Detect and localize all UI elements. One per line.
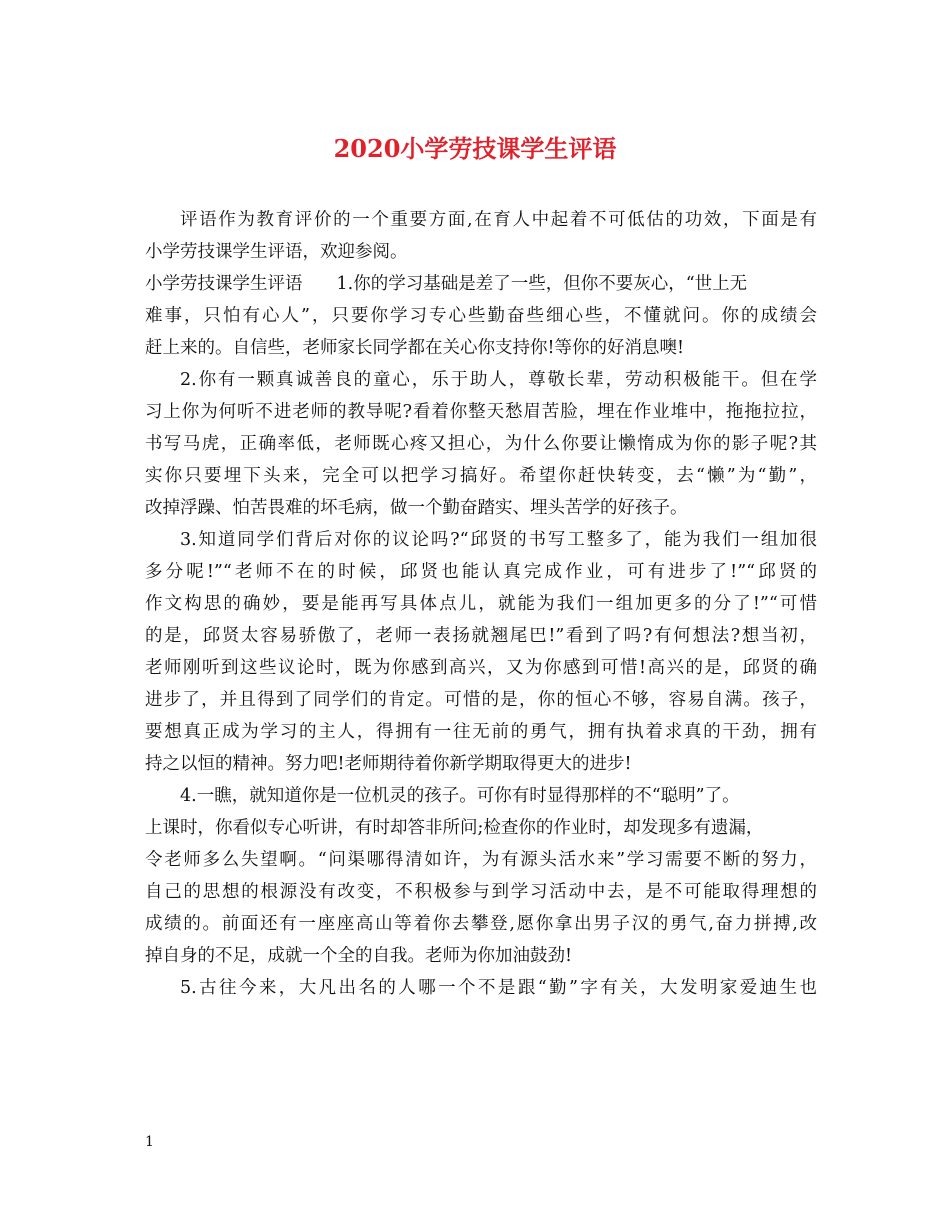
text-line: 习上你为何听不进老师的教导呢?看着你整天愁眉苦脸，埋在作业堆中，拖拖拉拉， [145, 402, 817, 422]
text-line: 自己的思想的根源没有改变，不积极参与到学习活动中去，是不可能取得理想的 [145, 882, 817, 902]
text-line: 的是，邱贤太容易骄傲了，老师一表扬就翘尾巴!”看到了吗?有何想法?想当初， [145, 626, 817, 646]
text-line: 3.知道同学们背后对你的议论吗?“邱贤的书写工整多了，能为我们一组加很 [180, 530, 817, 550]
document-title: 2020小学劳技课学生评语 [333, 134, 617, 163]
document-body [145, 204, 817, 1004]
text-line: 上课时，你看似专心听讲，有时却答非所问;检查你的作业时，却发现多有遗漏， [145, 818, 764, 838]
text-segment: 1.你的学习基础是差了一些，但你不要灰心，“世上无 [336, 274, 748, 294]
text-line: 成绩的。前面还有一座座高山等着你去攀登,愿你拿出男子汉的勇气,奋力拼搏,改 [145, 914, 817, 934]
text-line: 小学劳技课学生评语，欢迎参阅。 [145, 242, 408, 262]
text-line: 掉自身的不足，成就一个全的自我。老师为你加油鼓劲! [145, 946, 573, 966]
text-line: 老师刚听到这些议论时，既为你感到高兴，又为你感到可惜!高兴的是，邱贤的确 [145, 658, 817, 678]
text-line: 作文构思的确妙，要是能再写具体点儿，就能为我们一组加更多的分了!”“可惜 [145, 594, 817, 614]
text-line: 5.古往今来，大凡出名的人哪一个不是跟“勤”字有关，大发明家爱迪生也 [180, 978, 817, 998]
text-line: 改掉浮躁、怕苦畏难的坏毛病，做一个勤奋踏实、埋头苦学的好孩子。 [145, 498, 688, 518]
text-line: 持之以恒的精神。努力吧!老师期待着你新学期取得更大的进步! [145, 754, 632, 774]
section-heading: 小学劳技课学生评语 [145, 274, 303, 294]
text-line: 进步了，并且得到了同学们的肯定。可惜的是，你的恒心不够，容易自满。孩子， [145, 690, 817, 710]
text-line: 多分呢!”“老师不在的时候，邱贤也能认真完成作业，可有进步了!”“邱贤的 [145, 562, 817, 582]
text-line: 令老师多么失望啊。“问渠哪得清如许，为有源头活水来”学习需要不断的努力， [145, 850, 817, 870]
text-line: 实你只要埋下头来，完全可以把学习搞好。希望你赶快转变，去“懒”为“勤”， [145, 466, 817, 486]
text-line: 4.一瞧，就知道你是一位机灵的孩子。可你有时显得那样的不“聪明”了。 [180, 786, 740, 806]
text-line: 赶上来的。自信些，老师家长同学都在关心你支持你!等你的好消息噢! [145, 338, 685, 358]
text-line: 书写马虎，正确率低，老师既心疼又担心，为什么你要让懒惰成为你的影子呢?其 [145, 434, 817, 454]
text-line: 评语作为教育评价的一个重要方面,在育人中起着不可低估的功效，下面是有 [180, 210, 817, 230]
page-number: 1 [145, 1134, 154, 1150]
text-line-with-heading [145, 268, 817, 300]
text-line: 难事，只怕有心人”，只要你学习专心些勤奋些细心些，不懂就问。你的成绩会 [145, 306, 817, 326]
text-line: 2.你有一颗真诚善良的童心，乐于助人，尊敬长辈，劳动积极能干。但在学 [180, 370, 817, 390]
text-line: 要想真正成为学习的主人，得拥有一往无前的勇气，拥有执着求真的干劲，拥有 [145, 722, 817, 742]
